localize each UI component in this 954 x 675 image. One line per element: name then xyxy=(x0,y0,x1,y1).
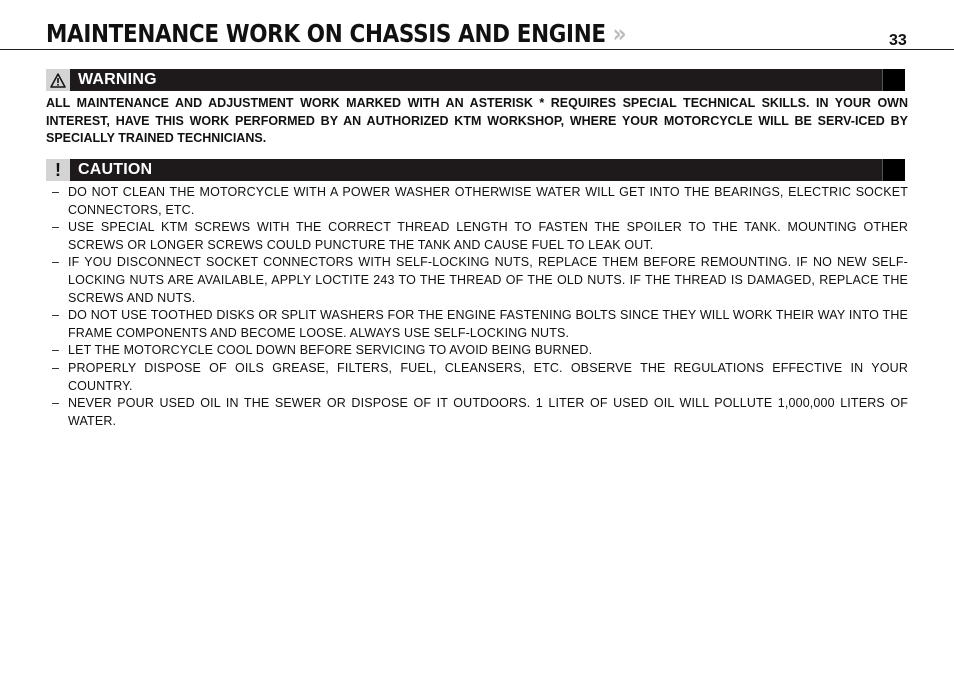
list-item-text: NEVER POUR USED OIL IN THE SEWER OR DISPOSE OF IT OUTDOORS. 1 LITER OF USED OIL WILL POLLUTE 1,000,000 LITERS OF WATER. xyxy=(68,396,908,428)
bullet-dash: – xyxy=(52,220,60,235)
caution-label: CAUTION xyxy=(78,161,153,178)
caution-bar-end-cap xyxy=(882,159,905,181)
chevron-right-icon: » xyxy=(612,19,627,48)
list-item xyxy=(46,307,908,342)
page-header xyxy=(0,20,954,50)
warning-heading-bar xyxy=(46,69,905,91)
bullet-dash: – xyxy=(52,185,60,199)
list-item-text: PROPERLY DISPOSE OF OILS GREASE, FILTERS, FUEL, CLEANSERS, ETC. OBSERVE THE REGULATIONS EFFECTIVE IN YOUR COUNTRY. xyxy=(68,360,908,393)
bullet-dash: – xyxy=(52,360,60,375)
bullet-dash: – xyxy=(52,396,60,411)
list-item xyxy=(46,219,908,254)
warning-text: ALL MAINTENANCE AND ADJUSTMENT WORK MARKED WITH AN ASTERISK * REQUIRES SPECIAL TECHNICAL SKILLS. IN YOUR OWN INTEREST, HAVE THIS WORK PERFORMED BY AN AUTHORIZED KTM WORKSHOP, WHERE YOUR MOTORCYCLE WILL BE SERV-ICED BY SPECIALLY TRAINED TECHNICIANS. xyxy=(46,96,908,145)
caution-icon-box xyxy=(46,159,70,181)
warning-triangle-icon xyxy=(50,73,66,88)
list-item-text: USE SPECIAL KTM SCREWS WITH THE CORRECT THREAD LENGTH TO FASTEN THE SPOILER TO THE TANK. MOUNTING OTHER SCREWS OR LONGER SCREWS COULD PUNCTURE THE TANK AND CAUSE FUEL TO LEAK OUT. xyxy=(68,220,908,252)
list-item xyxy=(46,184,908,219)
bullet-dash: – xyxy=(52,343,60,358)
exclamation-icon: ! xyxy=(55,160,61,180)
warning-label: WARNING xyxy=(78,71,157,88)
page-number: 33 xyxy=(889,32,907,49)
bullet-dash: – xyxy=(52,255,60,270)
list-item xyxy=(46,360,908,395)
warning-icon-box xyxy=(46,69,70,91)
list-item-text: IF YOU DISCONNECT SOCKET CONNECTORS WITH SELF-LOCKING NUTS, REPLACE THEM BEFORE REMOUNTING. IF NO NEW SELF-LOCKING NUTS ARE AVAILABLE, APPLY LOCTITE 243 TO THE THREAD OF THE OLD NUTS. IF THE THREAD IS DAMAGED, REPLACE THE SCREWS AND NUTS. xyxy=(68,255,908,305)
list-item xyxy=(46,342,908,360)
bullet-dash: – xyxy=(52,308,60,323)
caution-list xyxy=(46,184,908,430)
list-item-text: DO NOT CLEAN THE MOTORCYCLE WITH A POWER WASHER OTHERWISE WATER WILL GET INTO THE BEARINGS, ELECTRIC SOCKET CONNECTORS, ETC. xyxy=(68,185,908,217)
list-item-text: LET THE MOTORCYCLE COOL DOWN BEFORE SERVICING TO AVOID BEING BURNED. xyxy=(68,343,593,358)
list-item xyxy=(46,254,908,307)
page-title-text: MAINTENANCE WORK ON CHASSIS AND ENGINE xyxy=(46,19,606,48)
page-title xyxy=(46,19,626,49)
list-item xyxy=(46,395,908,430)
list-item-text: DO NOT USE TOOTHED DISKS OR SPLIT WASHERS FOR THE ENGINE FASTENING BOLTS SINCE THEY WILL WORK THEIR WAY INTO THE FRAME COMPONENTS AND BECOME LOOSE. ALWAYS USE SELF-LOCKING NUTS. xyxy=(68,308,908,340)
caution-heading-bar xyxy=(46,159,905,181)
warning-bar-end-cap xyxy=(882,69,905,91)
